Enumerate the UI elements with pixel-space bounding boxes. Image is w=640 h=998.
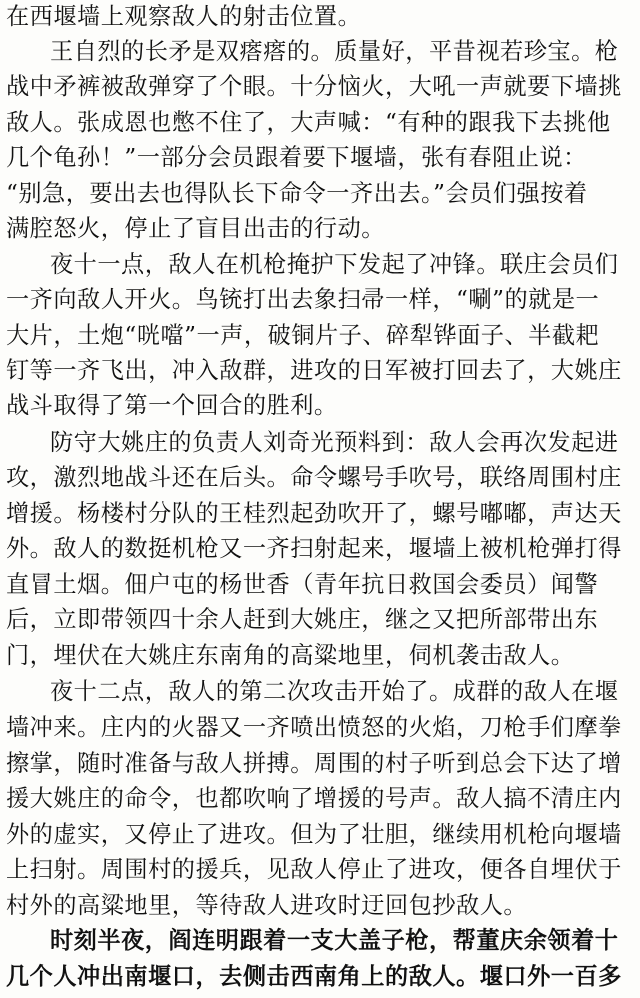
text-line: 满腔怒火，停止了盲目出击的行动。 — [6, 215, 385, 242]
text-line: 擦掌，随时准备与敌人拼搏。周围的村子听到总会下达了增 — [6, 750, 622, 777]
text-line: 大片，土炮“咣噹”一声，破铜片子、碎犁铧面子、半截耙 — [6, 322, 600, 349]
text-line: 上扫射。周围村的援兵，见敌人停止了进攻，便各自埋伏于 — [6, 856, 622, 883]
text-line: 门，埋伏在大姚庄东南角的高粱地里，伺机袭击敌人。 — [6, 642, 575, 669]
text-line: 一齐向敌人开火。鸟铳打出去象扫帚一样，“唰”的就是一 — [6, 286, 600, 313]
text-line: 夜十二点，敌人的第二次攻击开始了。成群的敌人在堰 — [50, 678, 619, 705]
text-line: 外。敌人的数挺机枪又一齐扫射起来，堰墙上被机枪弹打得 — [6, 535, 622, 562]
text-line: 钉等一齐飞出，冲入敌群，进攻的日军被打回去了，大姚庄 — [6, 357, 622, 384]
text-line: “别急，要出去也得队长下命令一齐出去。”会员们强按着 — [6, 180, 588, 207]
text-line: 时刻半夜，阎连明跟着一支大盖子枪，帮董庆余领着十 — [50, 927, 619, 954]
text-line: 村外的高粱地里，等待敌人进攻时迂回包抄敌人。 — [6, 892, 528, 919]
text-line: 几个龟孙！”一部分会员跟着要下堰墙，张有春阻止说： — [6, 144, 587, 171]
text-line: 援大姚庄的命令，也都吹响了增援的号声。敌人搞不清庄内 — [6, 785, 622, 812]
text-line: 敌人。张成恩也憋不住了，大声喊：“有种的跟我下去挑他 — [6, 109, 611, 136]
text-line: 增援。杨楼村分队的王桂烈起劲吹开了，螺号嘟嘟，声达天 — [6, 500, 622, 527]
text-line: 战中矛裤被敌弹穿了个眼。十分恼火，大吼一声就要下墙挑 — [6, 73, 622, 100]
text-line: 在西堰墙上观察敌人的射击位置。 — [6, 3, 362, 30]
text-line: 防守大姚庄的负责人刘奇光预料到：敌人会再次发起进 — [50, 429, 619, 456]
text-line: 夜十一点，敌人在机枪掩护下发起了冲锋。联庄会员们 — [50, 251, 619, 278]
text-line: 攻，激烈地战斗还在后头。命令螺号手吹号，联络周围村庄 — [6, 464, 622, 491]
text-line: 几个人冲出南堰口，去侧击西南角上的敌人。堰口外一百多 — [6, 963, 622, 990]
text-line: 后，立即带领四十余人赶到大姚庄，继之又把所部带出东 — [6, 606, 599, 633]
text-line: 墙冲来。庄内的火器又一齐喷出愤怒的火焰，刀枪手们摩拳 — [6, 714, 622, 741]
text-line: 王自烈的长矛是双瘩瘩的。质量好，平昔视若珍宝。枪 — [50, 38, 619, 65]
text-line: 战斗取得了第一个回合的胜利。 — [6, 392, 338, 419]
text-line: 直冒土烟。佃户屯的杨世香（青年抗日救国会委员）闻警 — [6, 571, 599, 598]
text-line: 外的虚实，又停止了进攻。但为了壮胆，继续用机枪向堰墙 — [6, 821, 622, 848]
